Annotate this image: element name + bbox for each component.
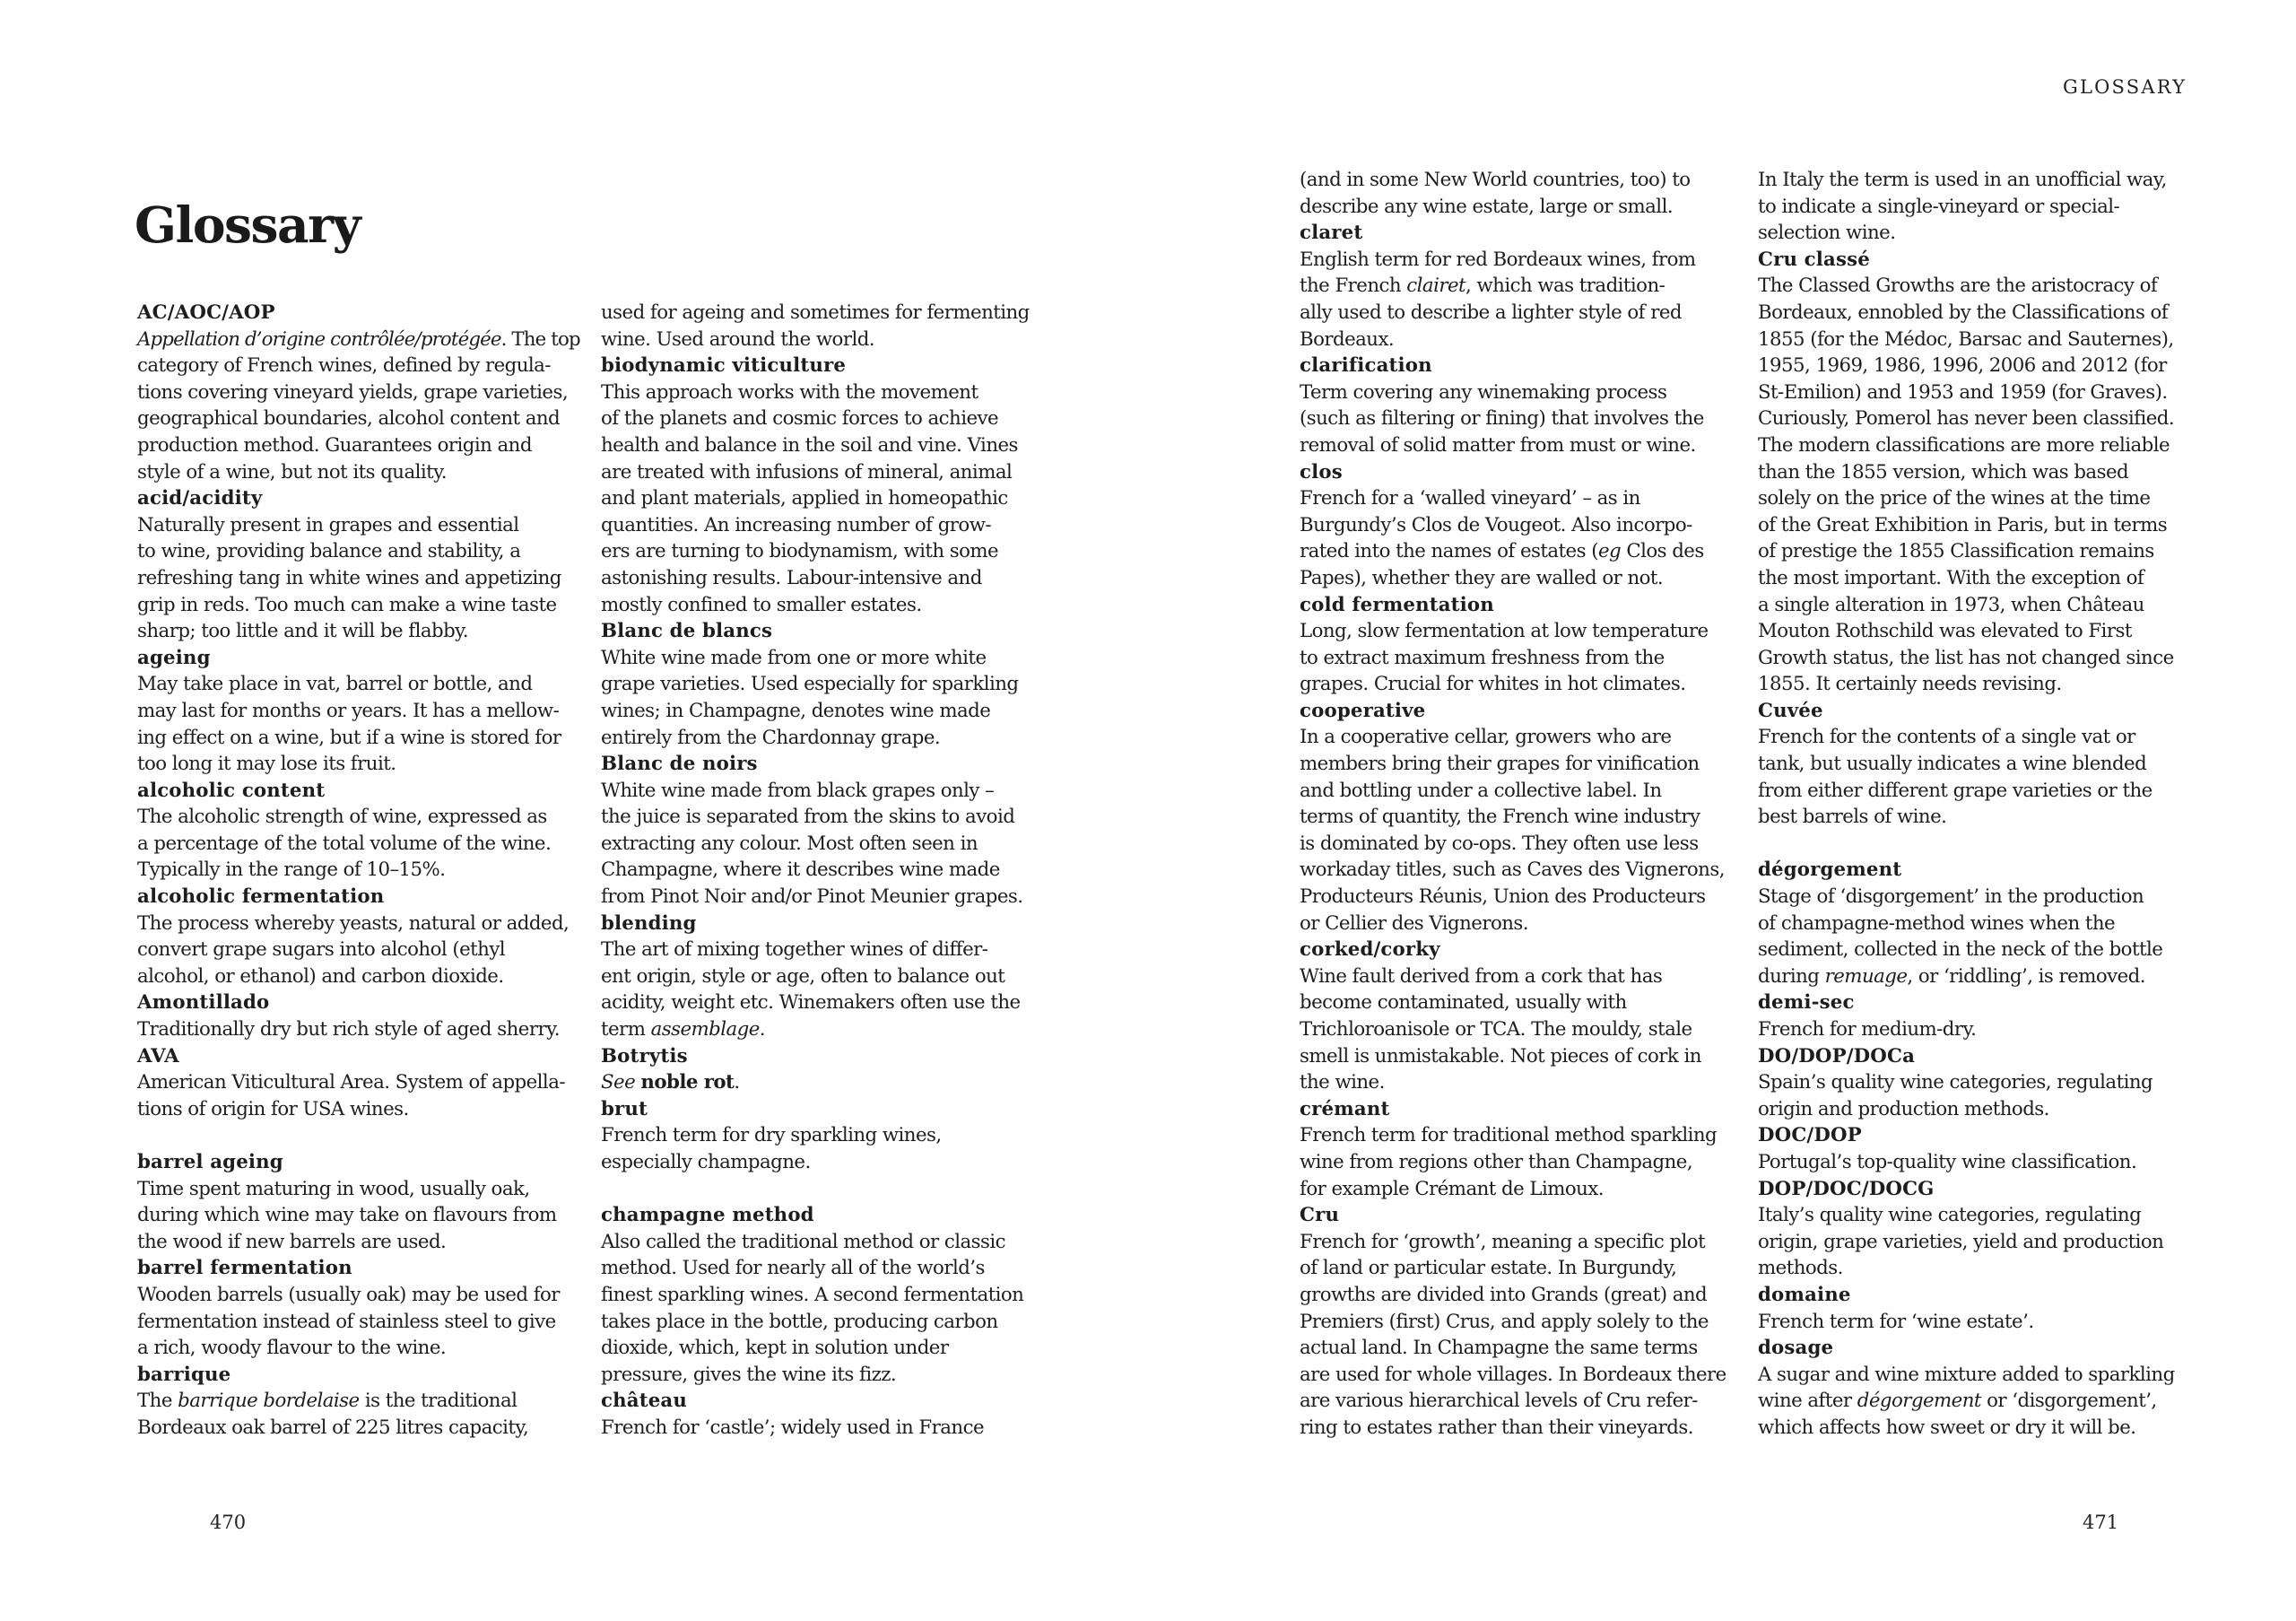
definition-line	[137, 327, 581, 353]
definition-line: White wine made from black grapes only –	[601, 779, 995, 802]
glossary-term: alcoholic fermentation	[137, 885, 385, 909]
definition-line	[1300, 538, 1744, 565]
text-run: Clos des	[1621, 540, 1704, 563]
definition-line: methods.	[1758, 1257, 1843, 1280]
glossary-term: claret	[1300, 222, 1363, 245]
definition-line: a percentage of the total volume of the wine.	[137, 832, 552, 855]
definition-line: White wine made from one or more white	[601, 646, 987, 669]
glossary-term: barrel fermentation	[137, 1257, 352, 1280]
definition-line: removal of solid matter from must or wine.	[1300, 433, 1696, 457]
definition-line: describe any wine estate, large or small.	[1300, 195, 1674, 218]
definition-line: Champagne, where it describes wine made	[601, 858, 1000, 882]
glossary-term: clarification	[1300, 354, 1432, 378]
text-run: is the traditional	[359, 1390, 517, 1413]
definition-line: Growth status, the list has not changed since	[1758, 646, 2174, 669]
definition-line: St-Emilion) and 1953 and 1959 (for Graves).	[1758, 380, 2168, 404]
definition-line: the juice is separated from the skins to avoid	[601, 806, 1015, 829]
definition-line: selection wine.	[1758, 222, 1896, 245]
definition-line: a rich, woody flavour to the wine.	[137, 1337, 447, 1360]
definition-line: grapes. Crucial for whites in hot climates.	[1300, 673, 1686, 696]
glossary-term: champagne method	[601, 1204, 814, 1227]
definition-line: a single alteration in 1973, when Château	[1758, 593, 2144, 616]
definition-line: the wood if new barrels are used.	[137, 1230, 447, 1253]
definition-line: English term for red Bordeaux wines, from	[1300, 248, 1696, 271]
text-run: wine after	[1758, 1390, 1857, 1413]
definition-line: sharp; too little and it will be flabby.	[137, 620, 469, 643]
definition-line: Papes), whether they are walled or not.	[1300, 566, 1664, 589]
definition-line: ent origin, style or age, often to balance out	[601, 964, 1005, 988]
definition-line: Time spent maturing in wood, usually oak,	[137, 1177, 530, 1200]
glossary-term: DOC/DOP	[1758, 1124, 1862, 1147]
definition-line: workaday titles, such as Caves des Vignerons,	[1300, 858, 1725, 882]
definition-line: pressure, gives the wine its fizz.	[601, 1363, 897, 1386]
definition-line: Stage of ‘disgorgement’ in the production	[1758, 885, 2144, 909]
definition-line: especially champagne.	[601, 1151, 811, 1173]
text-run: .	[759, 1018, 766, 1041]
glossary-term: Cru classé	[1758, 248, 1870, 271]
definition-line	[1758, 963, 2202, 990]
definition-line: The alcoholic strength of wine, expressed as	[137, 806, 547, 829]
definition-line: wines; in Champagne, denotes wine made	[601, 699, 991, 722]
text-run: or ‘disgorgement’,	[1980, 1390, 2157, 1413]
definition-line: and bottling under a collective label. In	[1300, 779, 1662, 802]
glossary-term: clos	[1300, 460, 1343, 484]
running-head: GLOSSARY	[2063, 76, 2187, 98]
text-run: , or ‘riddling’, is removed.	[1907, 964, 2145, 988]
definition-line: Premiers (first) Crus, and apply solely to the	[1300, 1310, 1709, 1333]
definition-line: is dominated by co-ops. They often use less	[1300, 832, 1699, 855]
definition-line: The process whereby yeasts, natural or added,	[137, 911, 570, 935]
definition-line	[601, 1069, 1045, 1096]
definition-line: from Pinot Noir and/or Pinot Meunier grapes.	[601, 885, 1023, 909]
definition-line: which affects how sweet or dry it will be.	[1758, 1416, 2136, 1439]
glossary-term: DOP/DOC/DOCG	[1758, 1177, 1935, 1200]
definition-line: solely on the price of the wines at the time	[1758, 487, 2151, 510]
definition-line: The modern classifications are more reliable	[1758, 433, 2170, 457]
definition-line: to wine, providing balance and stability, a	[137, 540, 521, 563]
glossary-column-2	[601, 300, 1045, 1442]
definition-line: French for medium-dry.	[1758, 1018, 1977, 1041]
definition-line: Wooden barrels (usually oak) may be used for	[137, 1283, 560, 1306]
glossary-term: AC/AOC/AOP	[137, 301, 275, 324]
definition-line: French term for dry sparkling wines,	[601, 1124, 942, 1147]
definition-line: (such as filtering or fining) that involves the	[1300, 407, 1704, 431]
glossary-term: demi-sec	[1758, 991, 1855, 1015]
text-run: during	[1758, 964, 1825, 988]
definition-line: Trichloroanisole or TCA. The mouldy, stale	[1300, 1018, 1692, 1041]
glossary-term: alcoholic content	[137, 779, 326, 802]
definition-line: sediment, collected in the neck of the bottle	[1758, 938, 2163, 962]
text-run: . The top	[500, 327, 580, 351]
definition-line: extracting any colour. Most often seen in	[601, 832, 978, 855]
text-run: The	[137, 1390, 178, 1413]
glossary-term: Botrytis	[601, 1044, 688, 1068]
glossary-column-3	[1300, 167, 1744, 1442]
definition-line: ers are turning to biodynamism, with some	[601, 540, 999, 563]
entry-spacer	[137, 1122, 581, 1149]
definition-line: 1955, 1969, 1986, 1996, 2006 and 2012 (for	[1758, 354, 2167, 378]
definition-line: of land or particular estate. In Burgundy,	[1300, 1257, 1677, 1280]
glossary-term: AVA	[137, 1044, 179, 1068]
definition-line: too long it may lose its fruit.	[137, 753, 396, 776]
glossary-term: blending	[601, 911, 697, 935]
definition-line: tank, but usually indicates a wine blended	[1758, 753, 2147, 776]
text-run: Appellation d’origine contrôlée/protégée	[137, 327, 501, 351]
definition-line: French for the contents of a single vat or	[1758, 726, 2135, 749]
definition-line: In Italy the term is used in an unofficial way,	[1758, 169, 2167, 191]
definition-line: origin and production methods.	[1758, 1097, 2049, 1120]
definition-line: to indicate a single-vineyard or special-	[1758, 195, 2120, 218]
definition-line: ally used to describe a lighter style of red	[1300, 301, 1682, 324]
entry-spacer	[1758, 831, 2202, 858]
definition-line: ing effect on a wine, but if a wine is stored for	[137, 726, 561, 749]
glossary-term: brut	[601, 1097, 648, 1120]
definition-line: Long, slow fermentation at low temperature	[1300, 620, 1709, 643]
definition-line: Typically in the range of 10–15%.	[137, 858, 446, 882]
definition-line: of the planets and cosmic forces to achieve	[601, 407, 999, 431]
definition-line: Traditionally dry but rich style of aged sherry.	[137, 1018, 560, 1041]
definition-line: fermentation instead of stainless steel to give	[137, 1310, 556, 1333]
definition-line: Italy’s quality wine categories, regulating	[1758, 1204, 2142, 1227]
entry-spacer	[601, 1176, 1045, 1203]
definition-line: Mouton Rothschild was elevated to First	[1758, 620, 2132, 643]
glossary-term: barrique	[137, 1363, 231, 1386]
glossary-term: Cuvée	[1758, 699, 1823, 722]
definition-line: French for ‘castle’; widely used in France	[601, 1416, 984, 1439]
definition-line: method. Used for nearly all of the world’s	[601, 1257, 985, 1280]
text-run: term	[601, 1018, 651, 1041]
text-run: .	[734, 1071, 740, 1094]
definition-line: Portugal’s top-quality wine classification.	[1758, 1150, 2137, 1173]
text-run: , which was tradition-	[1465, 275, 1665, 298]
text-run: noble rot	[640, 1071, 735, 1094]
glossary-term: ageing	[137, 646, 211, 669]
definition-line: A sugar and wine mixture added to sparkling	[1758, 1363, 2175, 1386]
glossary-term: dégorgement	[1758, 858, 1902, 882]
definition-line: category of French wines, defined by regula-	[137, 354, 551, 378]
definition-line: French for ‘growth’, meaning a specific plot	[1300, 1230, 1706, 1253]
definition-line: finest sparkling wines. A second fermentation	[601, 1283, 1024, 1306]
definition-line: from either different grape varieties or the	[1758, 779, 2152, 802]
text-run: See	[601, 1071, 636, 1094]
definition-line: growths are divided into Grands (great) and	[1300, 1283, 1708, 1306]
glossary-term: Amontillado	[137, 991, 270, 1015]
definition-line: tions covering vineyard yields, grape varieties,	[137, 380, 569, 404]
definition-line: smell is unmistakable. Not pieces of cork in	[1300, 1044, 1701, 1068]
glossary-term: corked/corky	[1300, 938, 1440, 962]
definition-line: refreshing tang in white wines and appetizing	[137, 566, 561, 589]
definition-line: astonishing results. Labour-intensive and	[601, 566, 982, 589]
definition-line: members bring their grapes for vinification	[1300, 753, 1700, 776]
definition-line: are various hierarchical levels of Cru refer-	[1300, 1390, 1698, 1413]
definition-line: ring to estates rather than their vineyards.	[1300, 1416, 1693, 1439]
definition-line	[1300, 273, 1744, 300]
definition-line: style of a wine, but not its quality.	[137, 460, 448, 484]
definition-line: for example Crémant de Limoux.	[1300, 1177, 1604, 1200]
definition-line: 1855 (for the Médoc, Barsac and Sauternes),	[1758, 327, 2174, 351]
text-run: remuage	[1824, 964, 1908, 988]
definition-line: origin, grape varieties, yield and production	[1758, 1230, 2164, 1253]
definition-line: production method. Guarantees origin and	[137, 433, 532, 457]
glossary-column-4	[1758, 167, 2202, 1442]
definition-line: Naturally present in grapes and essential	[137, 513, 519, 536]
definition-line: takes place in the bottle, producing carbon	[601, 1310, 998, 1333]
definition-line: alcohol, or ethanol) and carbon dioxide.	[137, 964, 504, 988]
definition-line: tions of origin for USA wines.	[137, 1097, 409, 1120]
definition-line	[1758, 1388, 2202, 1415]
glossary-term: Blanc de noirs	[601, 753, 758, 776]
definition-line: (and in some New World countries, too) to	[1300, 169, 1691, 191]
page-title: Glossary	[135, 196, 361, 254]
definition-line: Wine fault derived from a cork that has	[1300, 964, 1663, 988]
definition-line: and plant materials, applied in homeopathic	[601, 487, 1008, 510]
glossary-term: Cru	[1300, 1204, 1340, 1227]
definition-line: of prestige the 1855 Classification remains	[1758, 540, 2154, 563]
text-run: eg	[1597, 540, 1622, 563]
definition-line: French term for traditional method sparkling	[1300, 1124, 1718, 1147]
definition-line: of champagne-method wines when the	[1758, 911, 2116, 935]
definition-line: are treated with infusions of mineral, animal	[601, 460, 1013, 484]
page-number-left: 470	[210, 1512, 247, 1533]
glossary-term: cooperative	[1300, 699, 1426, 722]
text-run: rated into the names of estates (	[1300, 540, 1598, 563]
definition-line: Bordeaux oak barrel of 225 litres capacity,	[137, 1416, 529, 1439]
definition-line: become contaminated, usually with	[1300, 991, 1627, 1015]
text-run: dégorgement	[1857, 1390, 1981, 1413]
definition-line: actual land. In Champagne the same terms	[1300, 1337, 1698, 1360]
definition-line: are used for whole villages. In Bordeaux there	[1300, 1363, 1726, 1386]
definition-line: than the 1855 version, which was based	[1758, 460, 2129, 484]
definition-line: mostly confined to smaller estates.	[601, 593, 922, 616]
definition-line: entirely from the Chardonnay grape.	[601, 726, 941, 749]
definition-line: terms of quantity, the French wine industry	[1300, 806, 1700, 829]
definition-line: or Cellier des Vignerons.	[1300, 911, 1529, 935]
definition-line: Term covering any winemaking process	[1300, 380, 1667, 404]
glossary-term: barrel ageing	[137, 1151, 283, 1173]
definition-line: grape varieties. Used especially for sparkling	[601, 673, 1019, 696]
definition-line: Bordeaux, ennobled by the Classifications of	[1758, 301, 2169, 324]
definition-line: May take place in vat, barrel or bottle, and	[137, 673, 533, 696]
text-run: barrique bordelaise	[178, 1390, 360, 1413]
definition-line	[137, 1388, 581, 1415]
definition-line: American Viticultural Area. System of appella-	[137, 1071, 565, 1094]
definition-line: to extract maximum freshness from the	[1300, 646, 1665, 669]
definition-line: acidity, weight etc. Winemakers often use the	[601, 991, 1021, 1015]
definition-line: This approach works with the movement	[601, 380, 978, 404]
definition-line: the most important. With the exception of	[1758, 566, 2144, 589]
definition-line: Bordeaux.	[1300, 327, 1395, 351]
glossary-term: DO/DOP/DOCa	[1758, 1044, 1916, 1068]
glossary-column-1	[137, 300, 581, 1442]
definition-line	[601, 1016, 1045, 1043]
glossary-term: biodynamic viticulture	[601, 354, 847, 378]
definition-line: best barrels of wine.	[1758, 806, 1947, 829]
definition-line: convert grape sugars into alcohol (ethyl	[137, 938, 506, 962]
definition-line: geographical boundaries, alcohol content and	[137, 407, 561, 431]
glossary-term: domaine	[1758, 1283, 1851, 1306]
definition-line: Burgundy’s Clos de Vougeot. Also incorpo-	[1300, 513, 1692, 536]
glossary-term: château	[601, 1390, 687, 1413]
glossary-term: acid/acidity	[137, 487, 263, 510]
glossary-term: dosage	[1758, 1337, 1834, 1360]
definition-line: Curiously, Pomerol has never been classified.	[1758, 407, 2175, 431]
definition-line: dioxide, which, kept in solution under	[601, 1337, 949, 1360]
definition-line: quantities. An increasing number of grow-	[601, 513, 992, 536]
definition-line: grip in reds. Too much can make a wine taste	[137, 593, 557, 616]
definition-line: of the Great Exhibition in Paris, but in terms	[1758, 513, 2168, 536]
definition-line: Producteurs Réunis, Union des Producteurs	[1300, 885, 1706, 909]
definition-line: Spain’s quality wine categories, regulating	[1758, 1071, 2153, 1094]
definition-line: wine. Used around the world.	[601, 327, 875, 351]
definition-line: during which wine may take on flavours from	[137, 1204, 557, 1227]
definition-line: French for a ‘walled vineyard’ – as in	[1300, 487, 1640, 510]
definition-line: In a cooperative cellar, growers who are	[1300, 726, 1672, 749]
definition-line: 1855. It certainly needs revising.	[1758, 673, 2062, 696]
definition-line: wine from regions other than Champagne,	[1300, 1150, 1693, 1173]
definition-line: may last for months or years. It has a mellow-	[137, 699, 560, 722]
definition-line: The Classed Growths are the aristocracy of	[1758, 275, 2158, 298]
definition-line: French term for ‘wine estate’.	[1758, 1310, 2034, 1333]
text-run: clairet	[1406, 275, 1466, 298]
page-number-right: 471	[2083, 1512, 2119, 1533]
glossary-term: crémant	[1300, 1097, 1390, 1120]
glossary-term: cold fermentation	[1300, 593, 1494, 616]
definition-line: health and balance in the soil and vine. Vines	[601, 433, 1018, 457]
definition-line: The art of mixing together wines of differ-	[601, 938, 988, 962]
text-run: assemblage	[650, 1018, 760, 1041]
text-run: the French	[1300, 275, 1407, 298]
definition-line: Also called the traditional method or classic	[601, 1230, 1006, 1253]
definition-line: used for ageing and sometimes for fermenting	[601, 301, 1030, 324]
glossary-term: Blanc de blancs	[601, 620, 773, 643]
definition-line: the wine.	[1300, 1071, 1385, 1094]
